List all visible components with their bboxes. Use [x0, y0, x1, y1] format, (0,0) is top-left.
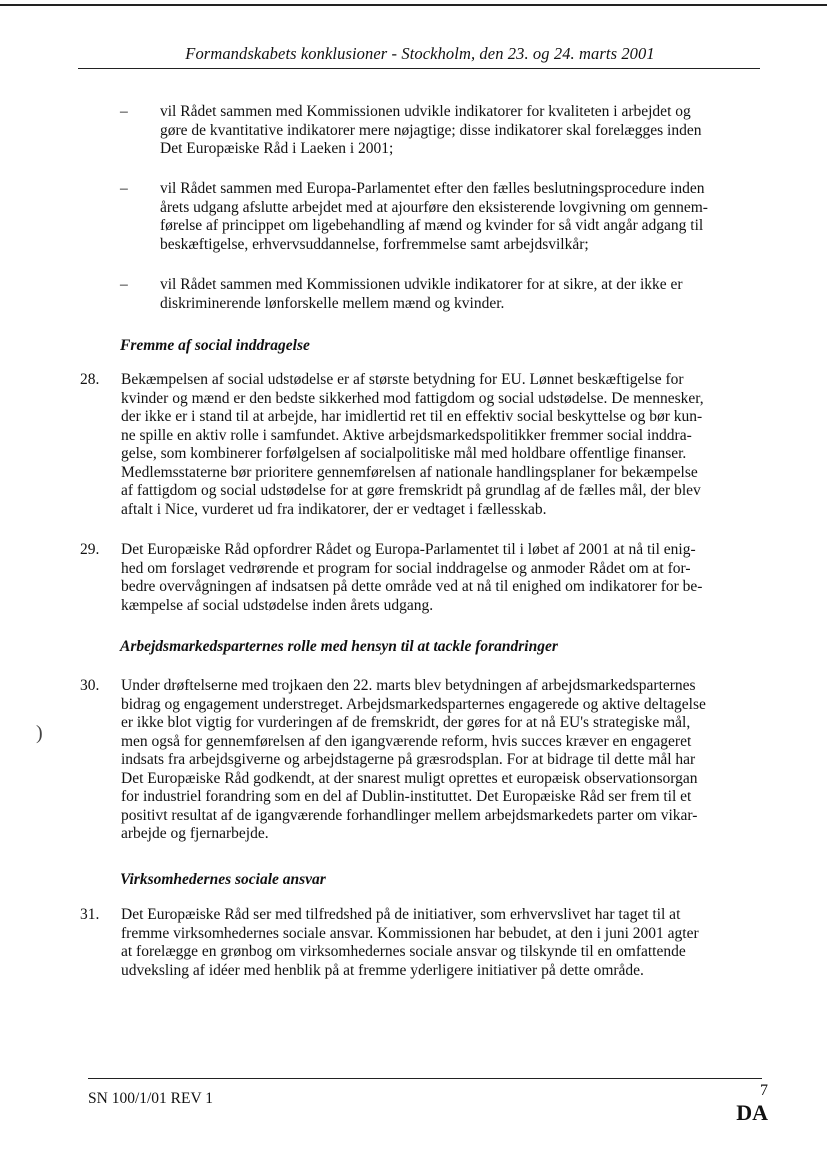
- text-line: men også for gennemførelsen af den igangværende reform, hvis succes kræver en engageret: [121, 732, 692, 750]
- text-line: arbejde og fjernarbejde.: [121, 825, 269, 842]
- text-line: kæmpelse af social udstødelse inden årets udgang.: [121, 596, 434, 614]
- running-header: Formandskabets konklusioner - Stockholm, den 23. og 24. marts 2001: [185, 44, 655, 63]
- bullet-dash: –: [120, 276, 128, 293]
- text-line: diskriminerende lønforskelle mellem mænd og kvinder.: [160, 294, 505, 312]
- text-line: vil Rådet sammen med Kommissionen udvikle indikatorer for at sikre, at der ikke er: [160, 276, 683, 293]
- text-line: vil Rådet sammen med Kommissionen udvikle indikatorer for kvaliteten i arbejdet og: [160, 103, 691, 120]
- text-line: positivt resultat af de igangværende forhandlinger mellem arbejdsmarkedets parter om vikar-: [121, 806, 698, 824]
- text-line: ne spille en aktiv rolle i samfundet. Aktive arbejdsmarkedspolitikker fremmer social inddra-: [121, 426, 692, 444]
- text-line: Det Europæiske Råd i Laeken i 2001;: [160, 140, 394, 158]
- text-line: for industriel forandring som en del af Dublin-instituttet. Det Europæiske Råd ser frem til et: [121, 788, 692, 805]
- page-number: 7: [760, 1082, 768, 1099]
- paragraph-number: 30.: [80, 677, 100, 694]
- text-line: Bekæmpelsen af social udstødelse er af største betydning for EU. Lønnet beskæftigelse for: [121, 371, 684, 388]
- text-line: Det Europæiske Råd godkendt, at der snarest muligt oprettes et europæisk observationsorgan: [121, 769, 698, 787]
- paragraph-number: 28.: [80, 371, 100, 388]
- bullet-text: [160, 180, 760, 254]
- text-line: indsats fra arbejdsgiverne og arbejdstagerne på græsrodsplan. For at bidrage til dette mål har: [121, 751, 696, 768]
- text-line: beskæftigelse, erhvervsuddannelse, forfremmelse samt arbejdsvilkår;: [160, 235, 589, 253]
- text-line: udveksling af idéer med henblik på at fremme yderligere initiativer på dette område.: [121, 961, 644, 979]
- section-heading: Fremme af social inddragelse: [120, 337, 310, 354]
- text-line: er ikke blot vigtig for vurderingen af de fremskridt, der gøres for at nå EU's strategiske mål,: [121, 714, 691, 731]
- text-line: gøre de kvantitative indikatorer mere nøjagtige; disse indikatorer skal forelægges inden: [160, 121, 702, 139]
- text-line: gelse, som kombinerer forfølgelsen af socialpolitiske mål med holdbare offentlige finanser.: [121, 445, 687, 462]
- text-line: Under drøftelserne med trojkaen den 22. marts blev betydningen af arbejdsmarkedsparternes: [121, 677, 696, 694]
- footer-rule: [88, 1078, 762, 1079]
- paragraph-number: 29.: [80, 541, 100, 558]
- paragraph-text: [121, 906, 757, 980]
- text-line: bedre overvågningen af indsatsen på dette område ved at nå til enighed om indikatorer for be-: [121, 578, 703, 595]
- text-line: kvinder og mænd er den bedste sikkerhed mod fattigdom og social udstødelse. De mennesker,: [121, 389, 704, 407]
- section-heading: Virksomhedernes sociale ansvar: [120, 871, 326, 888]
- text-line: bidrag og engagement understreget. Arbejdsmarkedsparternes engagerede og aktive deltagelse: [121, 695, 706, 713]
- bullet-dash: –: [120, 180, 128, 197]
- language-code: DA: [736, 1100, 768, 1125]
- text-line: der ikke er i stand til at arbejde, har imidlertid ret til en effektiv social beskyttelse og bør kun-: [121, 408, 703, 425]
- paragraph-text: [121, 541, 757, 615]
- top-border-rule: [0, 4, 827, 6]
- header-rule: [78, 68, 760, 69]
- text-line: af fattigdom og social udstødelse for at gøre fremskridt på grundlag af de fælles mål, der blev: [121, 482, 701, 499]
- text-line: Medlemsstaterne bør prioritere gennemførelsen af nationale handlingsplaner for bekæmpelse: [121, 463, 698, 481]
- text-line: aftalt i Nice, vurderet ud fra indikatorer, der er vedtaget i fællesskab.: [121, 500, 547, 518]
- bullet-dash: –: [120, 103, 128, 120]
- text-line: Det Europæiske Råd ser med tilfredshed på de initiativer, som erhvervslivet har taget til at: [121, 906, 681, 923]
- text-line: Det Europæiske Råd opfordrer Rådet og Europa-Parlamentet til i løbet af 2001 at nå til enig-: [121, 541, 696, 558]
- text-line: fremme virksomhedernes sociale ansvar. Kommissionen har bebudet, at den i juni 2001 agter: [121, 924, 699, 942]
- bullet-text: [160, 276, 760, 313]
- paragraph-text: [121, 677, 757, 844]
- document-reference: SN 100/1/01 REV 1: [88, 1090, 214, 1107]
- text-line: årets udgang afslutte arbejdet med at ajourføre den eksisterende lovgivning om gennem-: [160, 198, 708, 216]
- section-heading: Arbejdsmarkedsparternes rolle med hensyn til at tackle forandringer: [120, 638, 558, 655]
- paragraph-number: 31.: [80, 906, 100, 923]
- text-line: hed om forslaget vedrørende et program for social inddragelse og anmoder Rådet om at for-: [121, 559, 691, 577]
- text-line: vil Rådet sammen med Europa-Parlamentet efter den fælles beslutningsprocedure inden: [160, 180, 705, 197]
- margin-mark: ): [36, 722, 43, 744]
- bullet-text: [160, 103, 760, 159]
- paragraph-text: [121, 371, 757, 519]
- text-line: at forelægge en grønbog om virksomhedernes sociale ansvar og tilskynde til en omfattende: [121, 943, 686, 960]
- text-line: førelse af princippet om ligebehandling af mænd og kvinder for så vidt angår adgang til: [160, 217, 704, 235]
